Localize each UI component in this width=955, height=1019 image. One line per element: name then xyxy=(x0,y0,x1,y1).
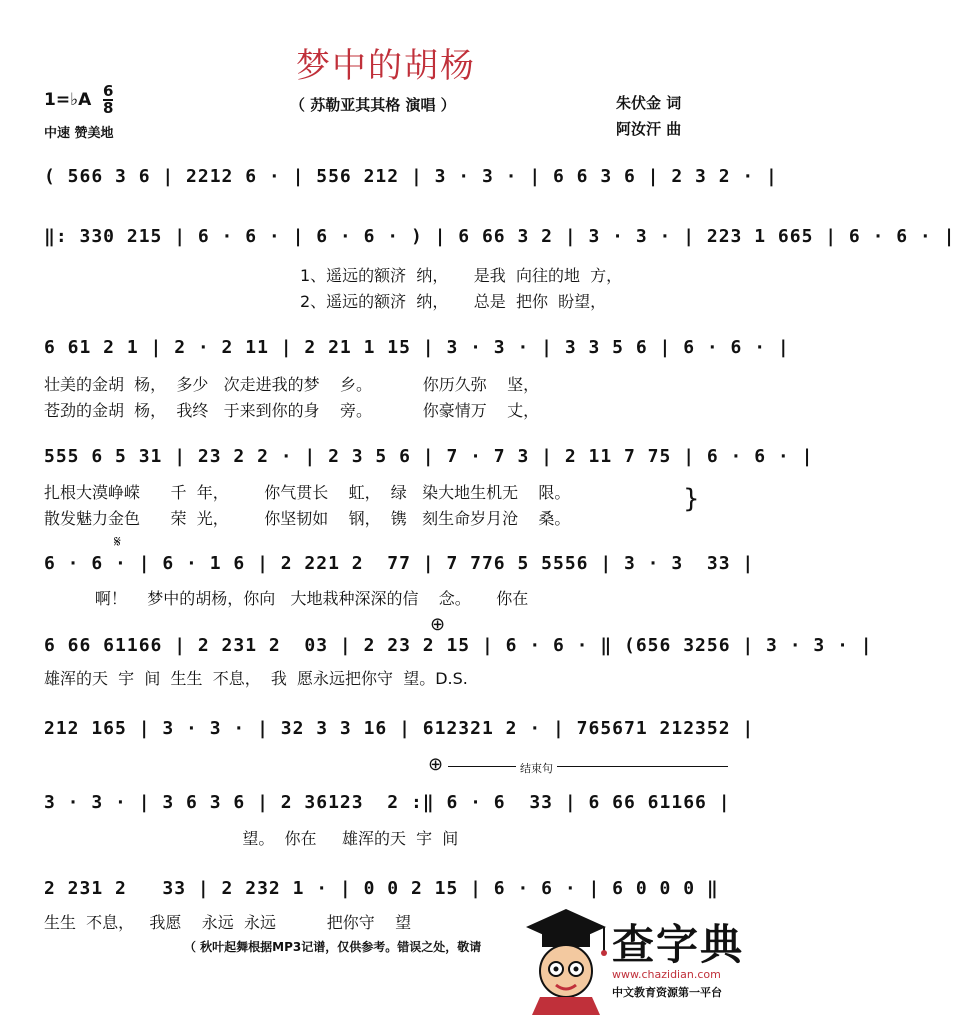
notation-row-4: 555 6 5 31 | 23 2 2 · | 2 3 5 6 | 7 · 7 3 | 2 11 7 75 | 6 · 6 · | xyxy=(44,446,814,467)
lyricist-credit: 朱伏金 词 xyxy=(616,94,682,112)
verse-brace: } xyxy=(683,484,700,514)
notation-row-2: ‖: 330 215 | 6 · 6 · | 6 · 6 · ) | 6 66 3 2 | 3 · 3 · | 223 1 665 | 6 · 6 · | xyxy=(44,226,955,247)
tempo-marking: 中速 赞美地 xyxy=(44,126,114,141)
song-title: 梦中的胡杨 xyxy=(296,46,476,86)
notation-row-3: 6 61 2 1 | 2 · 2 11 | 2 21 1 15 | 3 · 3 · | 3 3 5 6 | 6 · 6 · | xyxy=(44,337,790,358)
lyric-row-3-verse-1: 壮美的金胡 杨， 多少 次走进我的梦 乡。 你历久弥 坚， xyxy=(44,375,540,394)
lyric-row-9: 生生 不息， 我愿 永远 永远 把你守 望 xyxy=(44,913,412,932)
lyric-row-2-verse-2: 2、遥远的额济 纳， 总是 把你 盼望， xyxy=(300,292,607,311)
notation-row-7: 212 165 | 3 · 3 · | 32 3 3 16 | 612321 2 · | 765671 212352 | xyxy=(44,718,755,739)
notation-row-1: ( 566 3 6 | 2212 6 · | 556 212 | 3 · 3 · | 6 6 3 6 | 2 3 2 · | xyxy=(44,166,778,187)
lyric-row-4-verse-1: 扎根大漠峥嵘 千 年， 你气贯长 虹， 绿 染大地生机无 限。 xyxy=(44,483,571,502)
footer-note: （ 秋叶起舞根据MP3记谱，仅供参考。错误之处，敬请 xyxy=(184,940,482,954)
lyric-row-6: 雄浑的天 宇 间 生生 不息， 我 愿永远把你守 望。D.S. xyxy=(44,669,468,688)
notation-row-5: 6 · 6 · | 6 · 1 6 | 2 221 2 77 | 7 776 5 5556 | 3 · 3 33 | xyxy=(44,553,755,574)
composer-credit: 阿汝汗 曲 xyxy=(616,120,682,138)
key-signature: 1=♭A xyxy=(44,90,92,110)
time-signature-top: 6 xyxy=(103,82,114,100)
singer-credit: （ 苏勒亚其其格 演唱 ） xyxy=(290,96,456,114)
logo-wordmark: 查字典 xyxy=(612,920,745,969)
time-signature-bottom: 8 xyxy=(103,99,114,117)
notation-row-9: 2 231 2 33 | 2 232 1 · | 0 0 2 15 | 6 · 6 · | 6 0 0 0 ‖ xyxy=(44,878,719,899)
ending-line xyxy=(448,766,728,767)
mascot-icon xyxy=(520,905,612,1015)
lyric-row-2-verse-1: 1、遥远的额济 纳， 是我 向往的地 方， xyxy=(300,266,623,285)
logo-url: www.chazidian.com xyxy=(612,968,721,981)
segno-icon: 𝄋 xyxy=(114,532,121,551)
logo-tagline: 中文教育资源第一平台 xyxy=(612,986,722,999)
time-signature xyxy=(103,84,113,116)
coda-icon: ⊕ xyxy=(430,614,446,635)
coda-icon-ending: ⊕ xyxy=(428,754,444,775)
lyric-row-5: 啊！ 梦中的胡杨，你向 大地栽种深深的信 念。 你在 xyxy=(44,589,529,608)
lyric-row-3-verse-2: 苍劲的金胡 杨， 我终 于来到你的身 旁。 你豪情万 丈， xyxy=(44,401,540,420)
lyric-row-4-verse-2: 散发魅力金色 荣 光， 你坚韧如 钢， 镌 刻生命岁月沧 桑。 xyxy=(44,509,571,528)
lyric-row-8: 望。 你在 雄浑的天 宇 间 xyxy=(44,829,459,848)
notation-row-8: 3 · 3 · | 3 6 3 6 | 2 36123 2 :‖ 6 · 6 33 | 6 66 61166 | xyxy=(44,792,731,813)
ending-label: 结束句 xyxy=(516,760,557,776)
notation-row-6: 6 66 61166 | 2 231 2 03 | 2 23 2 15 | 6 · 6 · ‖ (656 3256 | 3 · 3 · | xyxy=(44,635,873,656)
